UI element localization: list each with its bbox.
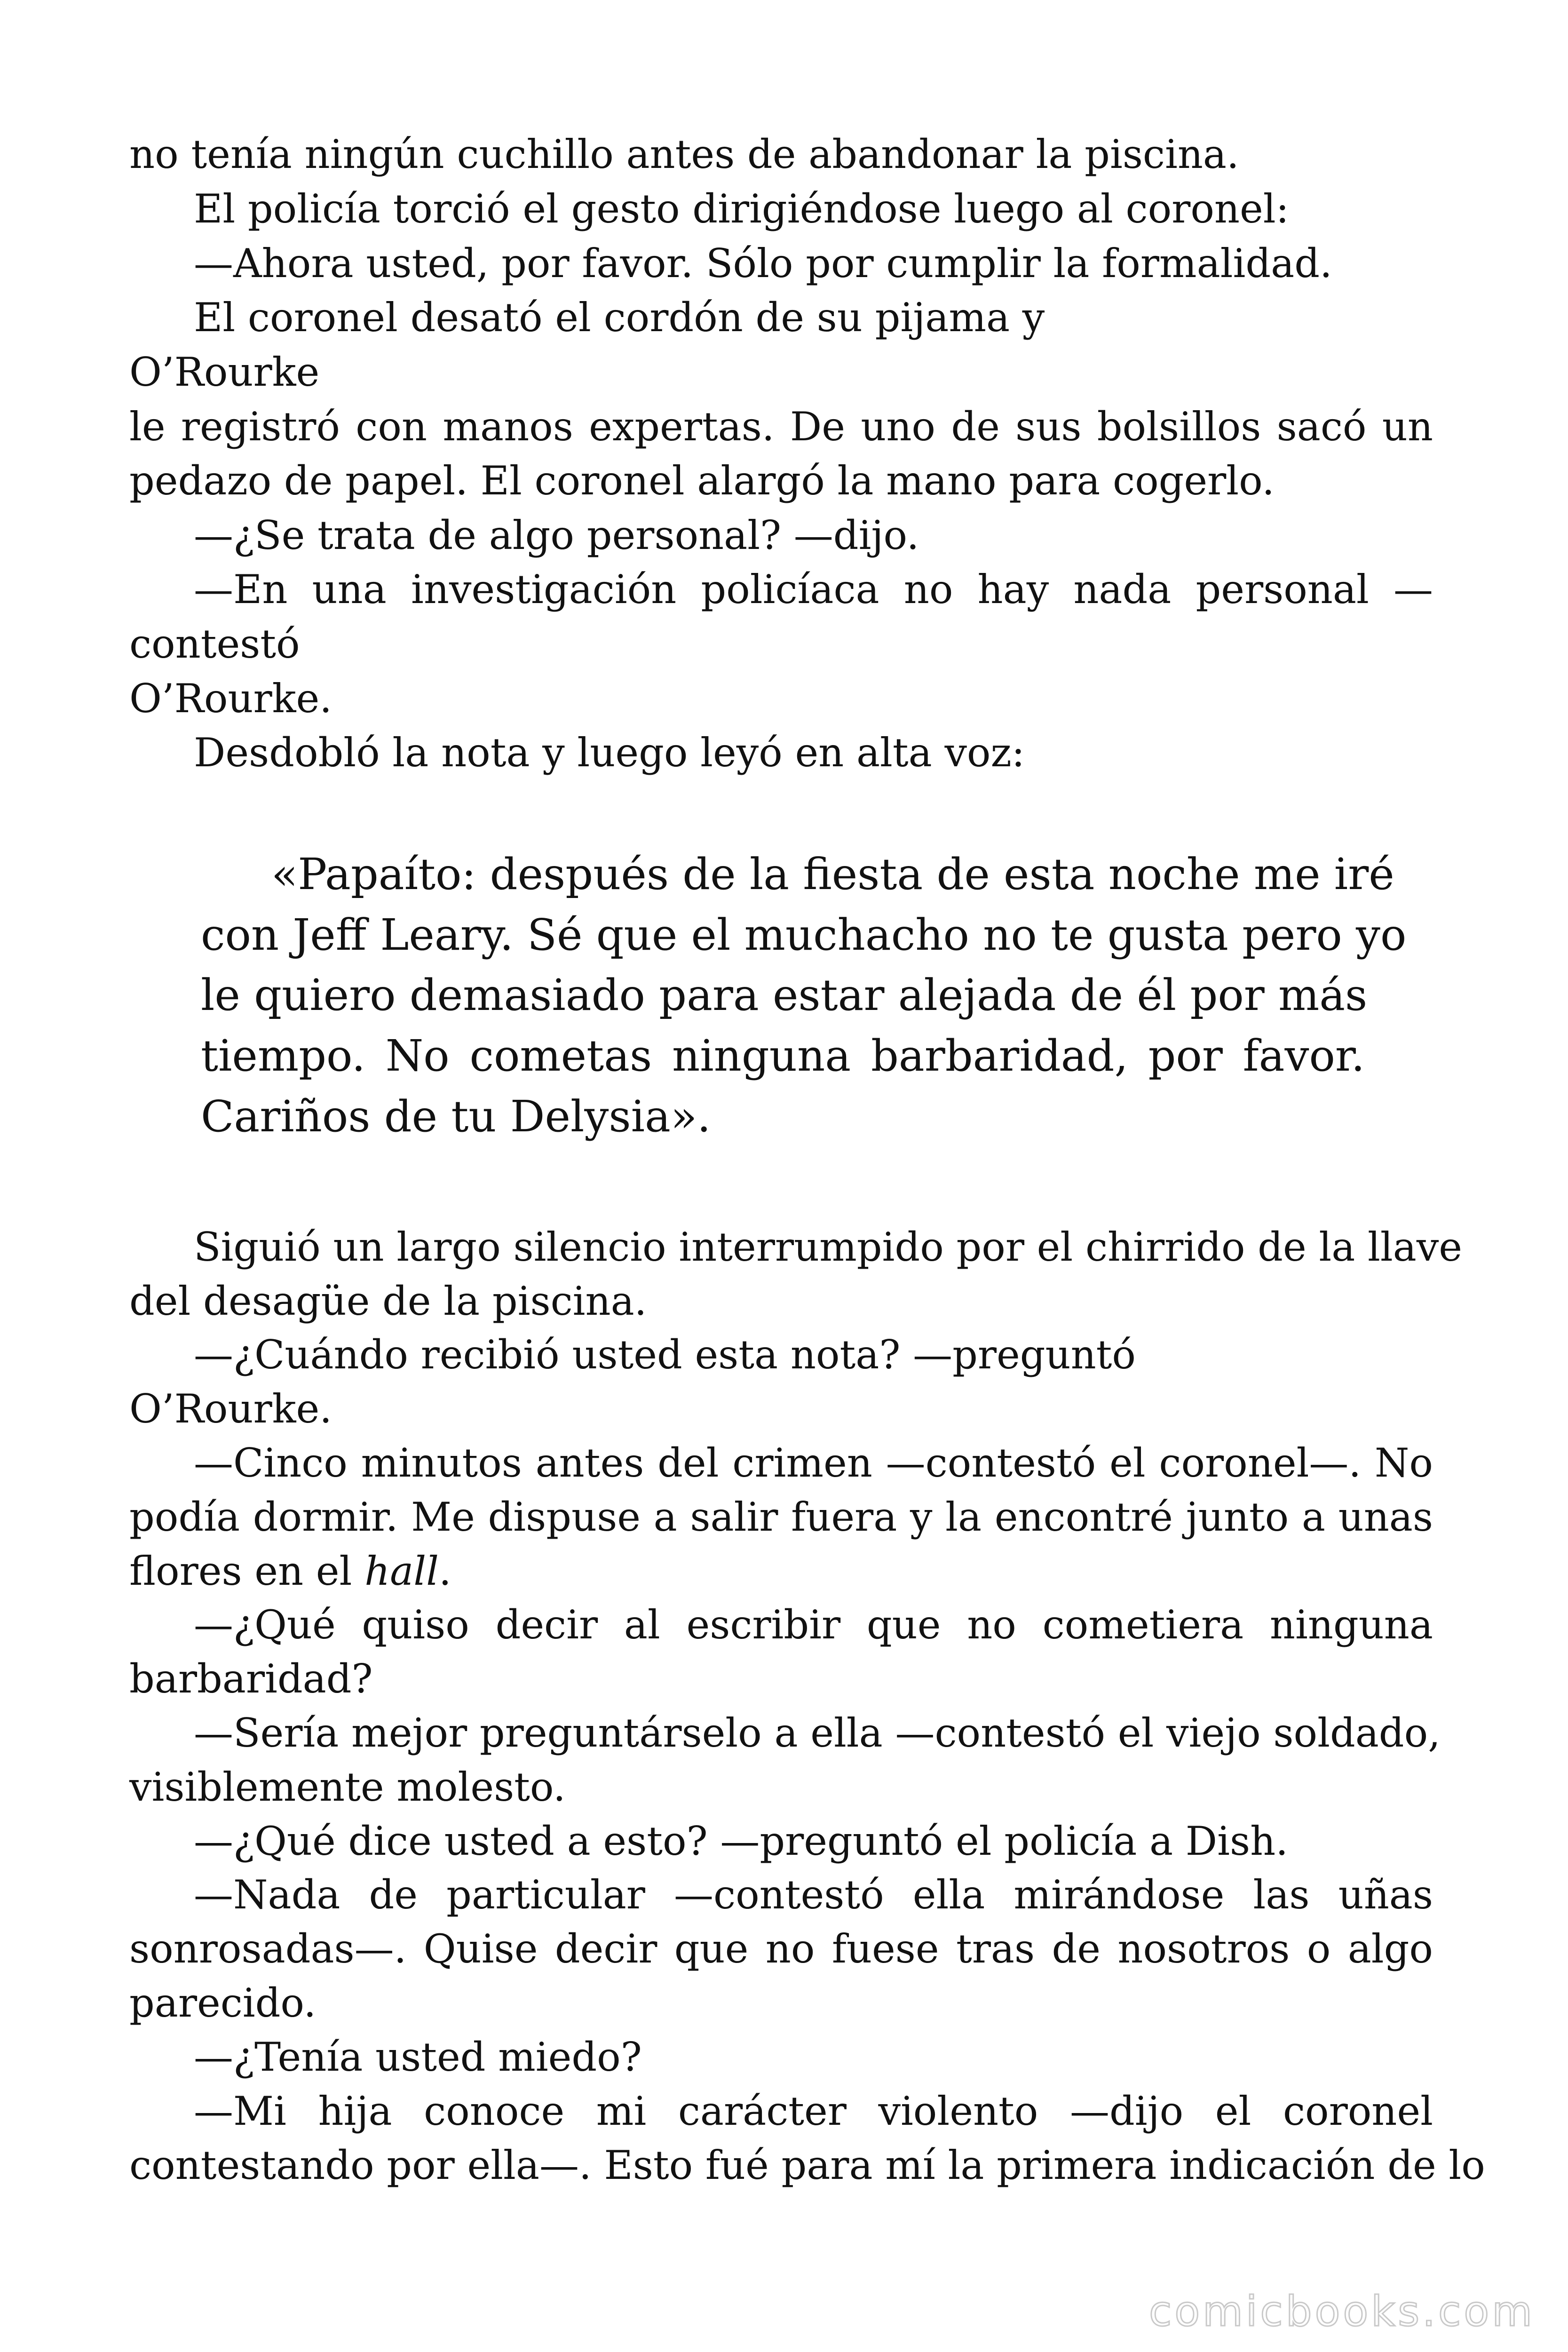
text-line: —Nada de particular —contestó ella mirándose las uñas [194, 1872, 1433, 1918]
letter-line: con Jeff Leary. Sé que el muchacho no te gusta pero yo [201, 910, 1407, 960]
text-line: —Sería mejor preguntárselo a ella —contestó el viejo soldado, [194, 1710, 1441, 1756]
text-line: pedazo de papel. El coronel alargó la mano para cogerlo. [129, 458, 1275, 504]
text-line: contestando por ella—. Esto fué para mí la primera indicación de lo [129, 2142, 1485, 2188]
text-line: O’Rourke [129, 349, 320, 395]
text-line: visiblemente molesto. [129, 1764, 566, 1810]
italic-word: hall [364, 1548, 439, 1594]
text-line: —¿Tenía usted miedo? [194, 2034, 642, 2080]
text-line: El coronel desató el cordón de su pijama y [194, 294, 1045, 341]
text-segment: flores en el [129, 1548, 365, 1594]
text-line: barbaridad? [129, 1656, 373, 1702]
text-line: —¿Cuándo recibió usted esta nota? —preguntó [194, 1332, 1136, 1378]
text-line: no tenía ningún cuchillo antes de abandonar la piscina. [129, 131, 1239, 177]
text-line: O’Rourke. [129, 1386, 332, 1432]
letter-line: «Papaíto: después de la fiesta de esta noche me iré [271, 849, 1394, 899]
text-line: —¿Qué quiso decir al escribir que no cometiera ninguna [194, 1602, 1433, 1648]
letter-line: Cariños de tu Delysia». [201, 1091, 711, 1142]
text-line: podía dormir. Me dispuse a salir fuera y la encontré junto a unas [129, 1494, 1433, 1540]
letter-line: le quiero demasiado para estar alejada de él por más [201, 970, 1368, 1020]
text-line: parecido. [129, 1980, 317, 2026]
text-line: —¿Qué dice usted a esto? —preguntó el policía a Dish. [194, 1818, 1288, 1864]
text-line: le registró con manos expertas. De uno de sus bolsillos sacó un [129, 404, 1433, 450]
text-line: sonrosadas—. Quise decir que no fuese tras de nosotros o algo [129, 1926, 1433, 1972]
text-line: El policía torció el gesto dirigiéndose luego al coronel: [194, 186, 1289, 232]
text-line: —Cinco minutos antes del crimen —contestó el coronel—. No [194, 1440, 1433, 1486]
text-line: O’Rourke. [129, 675, 332, 722]
text-segment: . [438, 1548, 451, 1594]
text-line: —En una investigación policíaca no hay nada personal — [194, 566, 1433, 612]
text-line: contestó [129, 621, 300, 667]
text-line [129, 1544, 1433, 1598]
text-line: —Ahora usted, por favor. Sólo por cumplir la formalidad. [194, 240, 1332, 286]
text-line: Siguió un largo silencio interrumpido por el chirrido de la llave [194, 1224, 1462, 1270]
text-line: —Mi hija conoce mi carácter violento —dijo el coronel [194, 2088, 1433, 2134]
letter-line: tiempo. No cometas ninguna barbaridad, por favor. [201, 1031, 1365, 1081]
watermark: comicbooks.com [1148, 2287, 1535, 2336]
text-line: —¿Se trata de algo personal? —dijo. [194, 512, 919, 558]
text-line: Desdobló la nota y luego leyó en alta voz: [194, 730, 1025, 776]
text-line: del desagüe de la piscina. [129, 1278, 647, 1324]
